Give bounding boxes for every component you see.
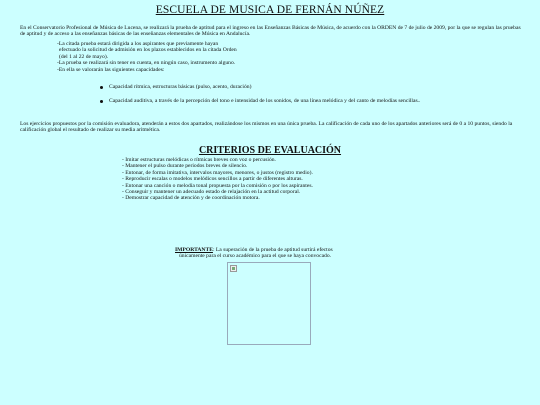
capacity-text: Capacidad auditiva, a través de la percepción del tono e intensidad de los sonidos, de una línea melódica y del canto de melodías sencillas.. xyxy=(109,98,421,105)
important-text: : La superación de la prueba de aptitud surtirá efectos xyxy=(212,247,333,253)
proposals-paragraph: Los ejercicios propuestos por la comisión evaluadora, atenderán a estos dos apartados, realizándose los mismos en una única prueba. La calificación de cada uno de los apartados anteriores será de 0 a 10 puntos, siendo la calificación global el resultado de realizar su media aritmética. xyxy=(20,121,513,134)
criteria-item: - Entonar una canción o melodía tonal propuesta por la comisión o por los aspirantes. xyxy=(122,182,313,189)
condition-line: -En ella se valorarán las siguientes capacidades: xyxy=(57,66,165,73)
condition-line: -La prueba se realizará sin tener en cuenta, en ningún caso, instrumento alguno. xyxy=(57,60,236,67)
page-title: ESCUELA DE MUSICA DE FERNÁN NÚÑEZ xyxy=(155,4,385,16)
intro-paragraph: En el Conservatorio Profesional de Música de Lucena, se realizará la prueba de aptitud para el ingreso en las Enseñanzas Básicas de Música, de acuerdo con la ORDEN de 7 de julio de 2009, por la que se regulan las pruebas de aptitud y de acceso a las enseñanzas básicas de las enseñanzas elementales de Música en Andalucía. xyxy=(20,25,521,38)
criteria-item: - Demostrar capacidad de atención y de coordinación motora. xyxy=(122,195,260,202)
condition-line: -La citada prueba estará dirigida a los aspirantes que previamente hayan xyxy=(57,41,219,47)
important-note xyxy=(175,247,375,260)
criteria-item: - Reproducir escalas o modelos melódicos sencillos a partir de diferentes alturas. xyxy=(122,176,303,183)
criteria-item: - Entonar, de forma imitativa, intervalos mayores, menores, o justos (registro medio). xyxy=(122,169,313,176)
conditions-block xyxy=(57,41,357,73)
list-item xyxy=(100,98,520,104)
important-text-line2: únicamente para el curso académico para el que se haya convocado. xyxy=(179,253,332,260)
condition-line: efectuado la solicitud de admisión en los plazos establecidos en la citada Orden xyxy=(59,47,237,54)
list-item xyxy=(100,84,520,90)
broken-image-icon xyxy=(230,265,237,272)
criteria-list xyxy=(122,157,332,202)
criteria-item: - Imitar estructuras melódicas o rítmicas breves con voz o percusión. xyxy=(122,157,276,163)
important-label: IMPORTANTE xyxy=(175,247,213,253)
criteria-heading: CRITERIOS DE EVALUACIÓN xyxy=(198,145,342,156)
bullet-icon xyxy=(100,100,103,103)
bullet-icon xyxy=(100,86,103,89)
criteria-item: - Mantener el pulso durante periodos breves de silencio. xyxy=(122,163,248,170)
broken-image xyxy=(227,262,311,345)
capacities-list xyxy=(100,84,520,105)
condition-line: (del 1 al 22 de mayo). xyxy=(59,53,109,60)
criteria-item: - Conseguir y mantener un adecuado estado de relajación en la actitud corporal. xyxy=(122,189,301,196)
capacity-text: Capacidad rítmica, estructuras básicas (pulso, acento, duración) xyxy=(109,84,252,90)
